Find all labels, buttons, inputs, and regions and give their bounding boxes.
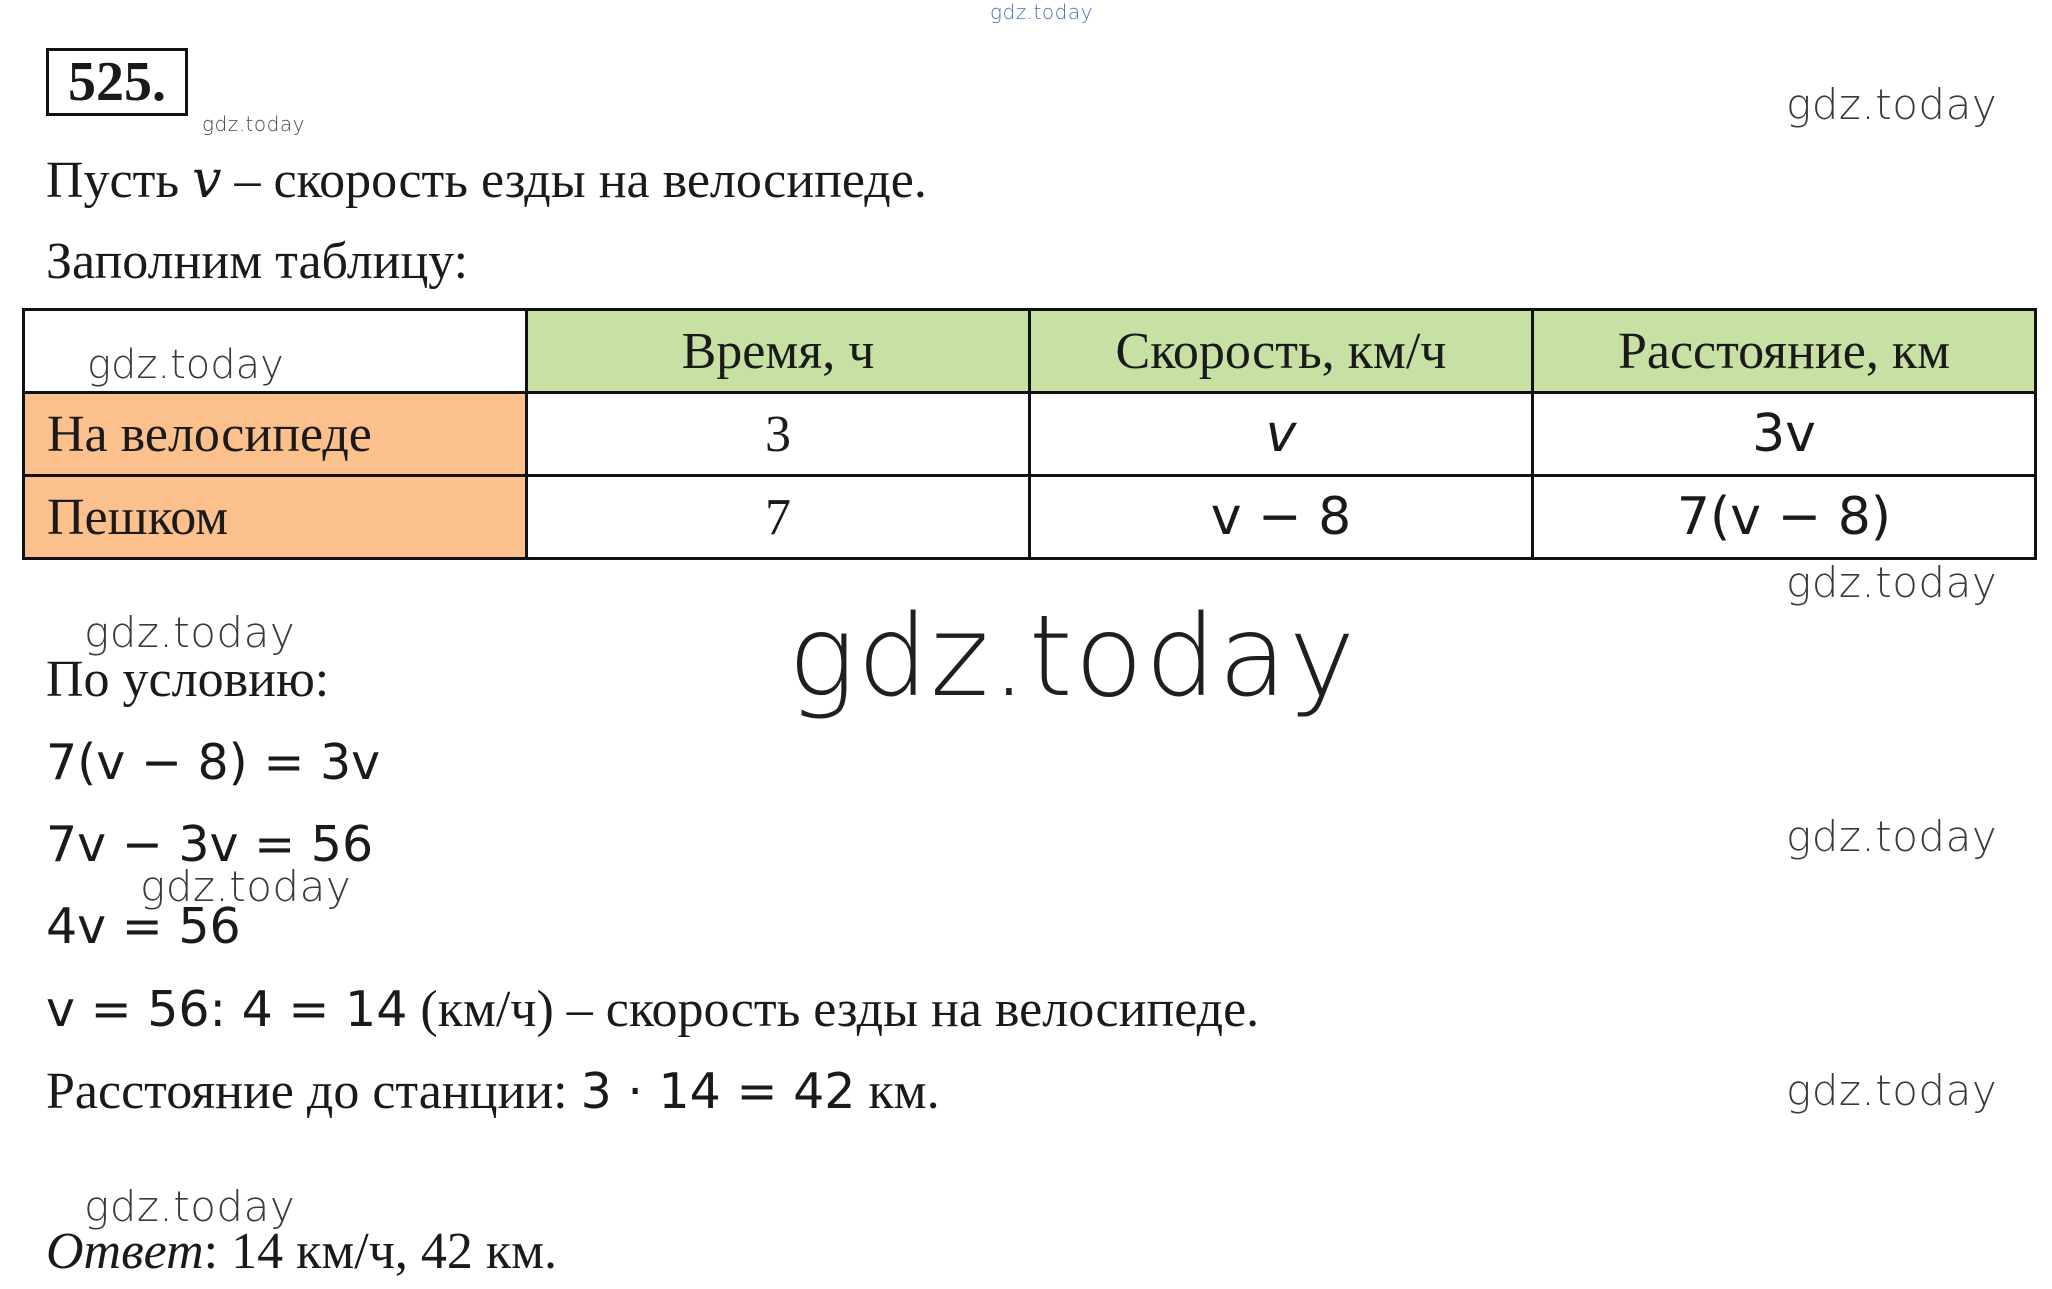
condition-line: По условию:	[46, 651, 330, 708]
cell-bike-time: 3	[527, 393, 1030, 476]
row-label-walk: Пешком	[24, 476, 527, 559]
answer-line	[46, 1222, 557, 1281]
intro-text-pre: Пусть	[46, 152, 193, 209]
data-table	[22, 308, 2037, 560]
watermark-center: gdz.today	[788, 592, 1358, 722]
header-distance: Расстояние, км	[1533, 310, 2036, 393]
watermark-right-2: gdz.today	[1786, 558, 1998, 607]
watermark-left-1: gdz.today	[84, 608, 296, 657]
intro-text-post: – скорость езды на велосипеде.	[221, 152, 927, 209]
cell-bike-distance: 3v	[1533, 393, 2036, 476]
distance-unit: км.	[855, 1063, 940, 1120]
cell-bike-speed: v	[1030, 393, 1533, 476]
header-time: Время, ч	[527, 310, 1030, 393]
table-row	[24, 393, 2036, 476]
equation-3: 4v = 56	[46, 898, 241, 955]
cell-walk-speed: v − 8	[1030, 476, 1533, 559]
table-corner-cell	[24, 310, 527, 393]
watermark-under-number: gdz.today	[202, 112, 305, 136]
answer-text: : 14 км/ч, 42 км.	[203, 1223, 558, 1280]
equation-4-text: (км/ч) – скорость езды на велосипеде.	[407, 981, 1260, 1038]
answer-label: Ответ	[46, 1223, 204, 1280]
watermark-right-4: gdz.today	[1786, 1066, 1998, 1115]
variable-v: v	[192, 150, 222, 210]
watermark-top: gdz.today	[990, 0, 1093, 24]
watermark-left-2: gdz.today	[140, 862, 352, 911]
watermark-table: gdz.today	[87, 342, 284, 388]
intro-line-1	[46, 150, 927, 210]
watermark-left-3: gdz.today	[84, 1182, 296, 1231]
distance-line	[46, 1062, 940, 1121]
cell-walk-time: 7	[527, 476, 1030, 559]
row-label-bike: На велосипеде	[24, 393, 527, 476]
distance-text: Расстояние до станции:	[46, 1063, 581, 1120]
intro-line-2: Заполним таблицу:	[46, 233, 469, 290]
watermark-right-1: gdz.today	[1786, 80, 1998, 129]
distance-math: 3 · 14 = 42	[580, 1063, 856, 1120]
problem-number: 525.	[46, 48, 188, 116]
watermark-right-3: gdz.today	[1786, 812, 1998, 861]
table-header-row	[24, 310, 2036, 393]
cell-walk-distance: 7(v − 8)	[1533, 476, 2036, 559]
table-row	[24, 476, 2036, 559]
equation-2: 7v − 3v = 56	[46, 816, 374, 873]
equation-4	[46, 980, 1259, 1039]
header-speed: Скорость, км/ч	[1030, 310, 1533, 393]
equation-1: 7(v − 8) = 3v	[46, 734, 381, 791]
equation-4-math: v = 56: 4 = 14	[46, 981, 408, 1038]
